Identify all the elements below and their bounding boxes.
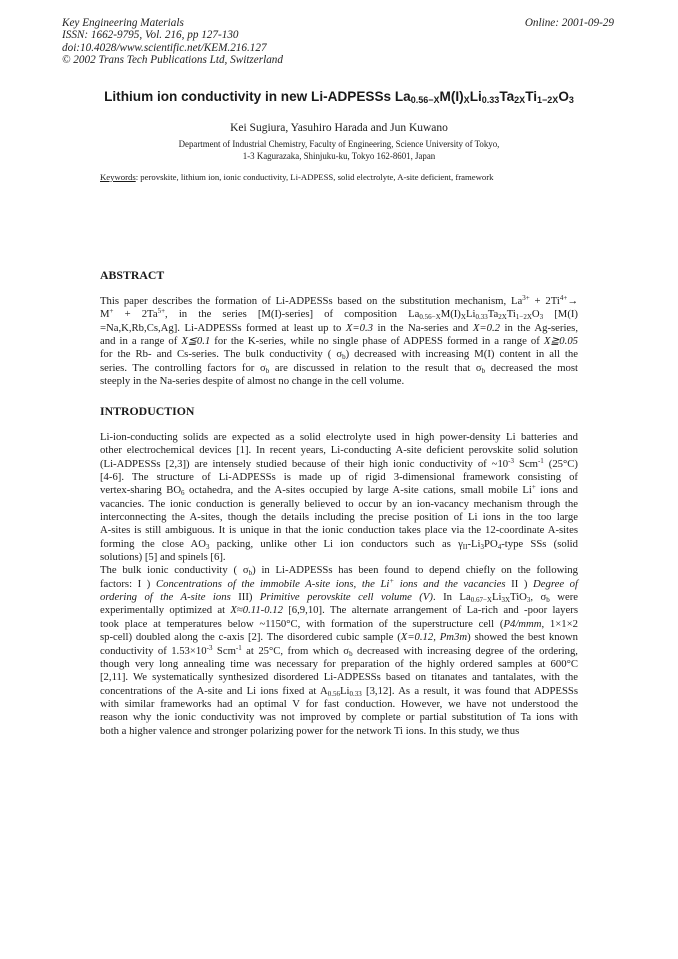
text-line: Li-ion-conducting solids are expected as a solid electrolyte used in high power-density Li batteries and xyxy=(100,431,578,443)
copyright-line: © 2002 Trans Tech Publications Ltd, Switzerland xyxy=(62,53,283,66)
author-list: Kei Sugiura, Yasuhiro Harada and Jun Kuwano xyxy=(230,122,448,134)
text-line: [2,11]. We systematically synthesized disordered Li-ADPESSs based on titanates and tantalates, with the xyxy=(100,671,578,684)
keywords-text: : perovskite, lithium ion, ionic conductivity, Li-ADPESS, solid electrolyte, A-site deficient, framework xyxy=(135,172,494,182)
keywords xyxy=(100,172,493,182)
text-line: steeply in the Na-series despite of almost no change in the cell volume. xyxy=(100,375,405,388)
text-line: factors: I ) Concentrations of the immobile A-site ions, the Li+ ions and the vacancies II ) Degree of xyxy=(100,576,578,590)
text-line: vacancies. The ionic conduction is generally believed to occur by an ion-vacancy mechanism through the xyxy=(100,497,578,510)
text-line: ordering of the A-site ions III) Primitive perovskite cell volume (V). In $La_{0.67-X}Li_{3X}TiO_3$, $\sigma_b$ were xyxy=(100,591,578,605)
text-line: and in a range of X≦0.1 for the K-series, while no single phase of ADPESS formed in a range of X≧0.05 xyxy=(100,335,579,348)
affiliation-line: 1-3 Kagurazaka, Shinjuku-ku, Tokyo 162-8601, Japan xyxy=(242,151,436,161)
text-line: interconnecting the A-sites, though the details including the precise position of Li ions in the too large xyxy=(100,511,578,524)
abstract-heading: ABSTRACT xyxy=(100,268,165,282)
text-line: sp-cell) doubled along the c-axis [2]. The disordered cubic sample (X=0.12, Pm3m) showed the best known xyxy=(100,631,578,644)
text-line: solutions) [5] and spinels [6]. xyxy=(100,551,226,564)
text-line: A-sites is still ambiguous. It is unique in that the ionic conduction takes place via the 12-coordinate A-sites xyxy=(100,524,578,537)
text-line: series. The controlling factors for $\sigma_b$ are discussed in relation to the result that $\sigma_b$ decreased the most xyxy=(100,361,578,375)
text-line: for the Rb- and Cs-series. The bulk conductivity ( $\sigma_b$) decreased with increasing M(I) content in all the xyxy=(100,348,578,362)
text-line: reason why the ionic conductivity was not improved by complete or partial substitution of Ta ions with xyxy=(100,711,578,724)
text-line: both a higher valence and stronger polarizing power for the network Ti ions. In this study, we thus xyxy=(100,724,520,737)
doi-line: doi:10.4028/www.scientific.net/KEM.216.127 xyxy=(62,41,267,54)
affiliation-line: Department of Industrial Chemistry, Faculty of Engineering, Science University of Tokyo, xyxy=(178,139,500,149)
text-line: The bulk ionic conductivity ( $\sigma_b$) in Li-ADPESSs has been found to depend chiefly on the following xyxy=(100,564,578,578)
journal-header xyxy=(62,17,283,66)
text-line: concentrations of the A-site and Li ions fixed at $A_{0.56}Li_{0.33}$ [3,12]. As a result, it was found that ADPESSs xyxy=(100,684,578,698)
text-line: with similar frameworks had an optimal V for fast conduction. However, we have not understood the xyxy=(100,697,578,710)
text-line: other electrochemical devices [1]. In recent years, Li-conducting A-site deficient perovskite solid solution xyxy=(100,444,578,457)
affiliation xyxy=(0,138,678,162)
text-line: $M^+ + 2Ta^{5+}$, in the series [M(I)-series] of composition $La_{0.56-X}M(I)_XLi_{0.33}Ta_{2X}Ti_{1-2X}O_3$ [M(I) xyxy=(100,307,578,322)
paper-title: Lithium ion conductivity in new Li-ADPESSs $La_{0.56-X}M(I)_XLi_{0.33}Ta_{2X}Ti_{1-2X}O_3$ xyxy=(104,89,574,105)
issn-line: ISSN: 1662-9795, Vol. 216, pp 127-130 xyxy=(62,29,239,42)
journal-name: Key Engineering Materials xyxy=(62,17,184,29)
introduction-body xyxy=(100,431,578,738)
keywords-label: Keywords xyxy=(100,172,136,182)
online-date: Online: 2001-09-29 xyxy=(524,17,614,29)
text-line: took place at temperatures below ~1150°C, with formation of the superstructure cell (P4/mmm, 1×1×2 xyxy=(100,617,578,630)
abstract-body xyxy=(100,295,578,388)
text-line: (Li-ADPESSs [2,3]) are intensely studied because of their high ionic conductivity of $\sim 10^{-3}$ Scm$^{-1}$ (25°C) xyxy=(100,456,578,470)
text-line: This paper describes the formation of Li-ADPESSs based on the substitution mechanism, $La^{3+} + 2Ti^{4+}\to$ xyxy=(100,294,578,307)
text-line: =Na,K,Rb,Cs,Ag]. Li-ADPESSs formed at least up to X=0.3 in the Na-series and X=0.2 in the Ag-series, xyxy=(100,321,579,334)
text-line: vertex-sharing $BO_6$ octahedra, and the A-sites occupied by large A-site cations, small mobile Li+ ions and xyxy=(100,483,578,498)
text-line: forming the close $AO_3$ packing, unlike other Li ion conductors such as $\gamma_{II}-Li_3PO_4$-type SSs (solid xyxy=(100,537,578,551)
text-line: [4-6]. The structure of Li-ADPESSs is made up of rigid 3-dimensional framework consisting of xyxy=(100,471,578,484)
text-line: conductivity of $1.53\times 10^{-3}$ Scm$^{-1}$ at 25°C, from which $\sigma_b$ decreased with increasing degree of the ordering, xyxy=(100,643,578,658)
text-line: though very long annealing time was necessary for preparation of the highly ordered samples at 600°C xyxy=(100,657,578,670)
introduction-heading: INTRODUCTION xyxy=(100,404,195,418)
text-line: experimentally optimized at X≈0.11-0.12 [6,9,10]. The alternate arrangement of La-rich and -poor layers xyxy=(100,604,578,617)
